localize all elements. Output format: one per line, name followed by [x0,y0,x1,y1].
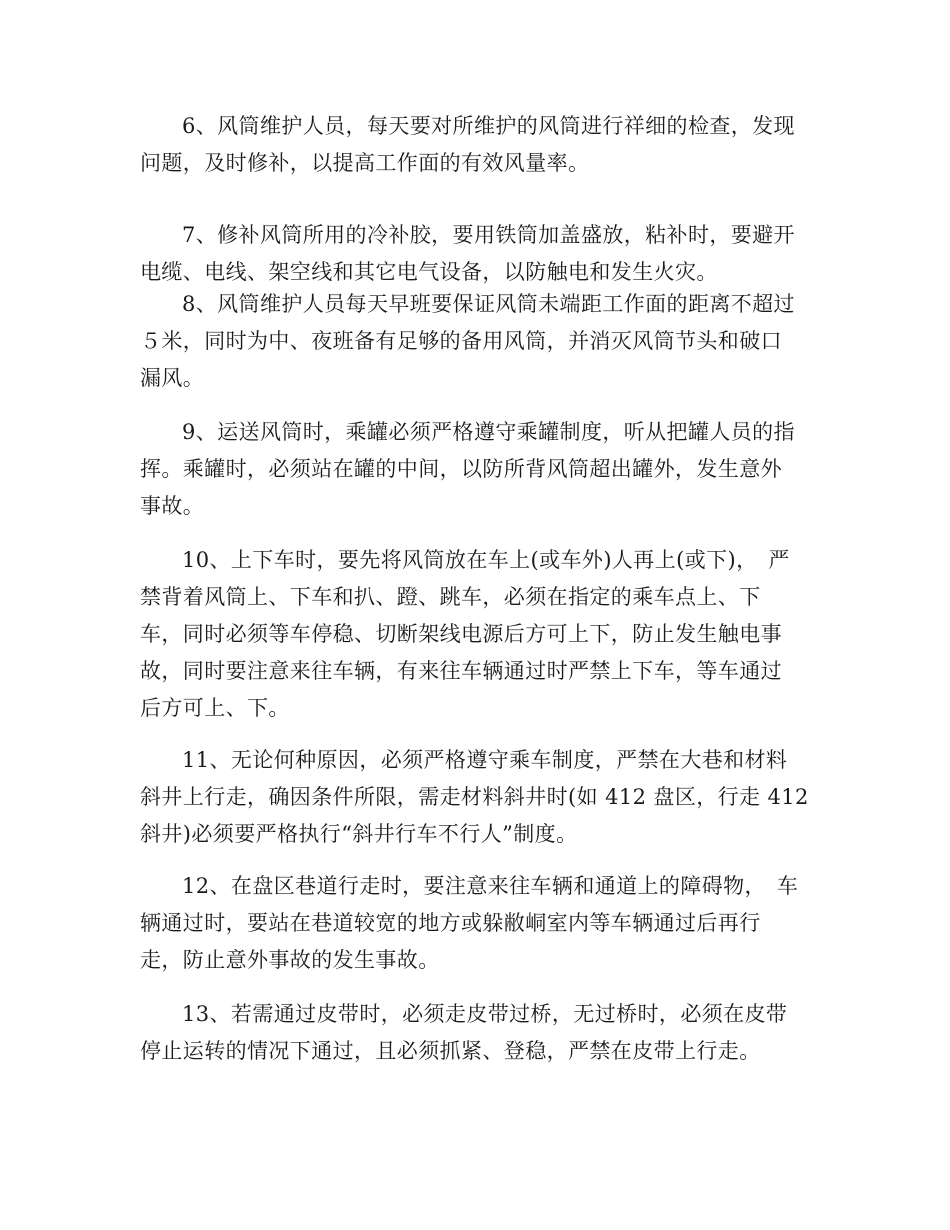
paragraph-item-9 [140,414,810,525]
text-line: 问题，及时修补，以提高工作面的有效风量率。 [140,151,590,175]
text-line: 车，同时必须等车停稳、切断架线电源后方可上下，防止发生触电事 [140,622,782,646]
text-line: 停止运转的情况下通过，且必须抓紧、登稳，严禁在皮带上行走。 [140,1039,761,1063]
text-line: 漏风。 [140,366,205,390]
paragraph-item-6 [140,108,810,182]
text-line: 挥。乘罐时，必须站在罐的中间，以防所背风筒超出罐外，发生意外 [140,457,782,481]
text-line: 13、若需通过皮带时，必须走皮带过桥，无过桥时，必须在皮带 [182,1002,788,1026]
paragraph-item-10 [140,542,810,727]
text-line: 斜井上行走，确因条件所限，需走材料斜井时(如 412 盘区，行走 412 [140,785,809,809]
paragraph-item-8 [140,286,810,397]
text-line: 斜井)必须要严格执行“斜井行车不行人”制度。 [140,822,578,846]
text-line: ５米，同时为中、夜班备有足够的备用风筒，并消灭风筒节头和破口 [140,329,782,353]
text-line: 6、风筒维护人员，每天要对所维护的风筒进行祥细的检查，发现 [182,114,795,138]
paragraph-item-13 [140,996,810,1070]
text-line: 9、运送风筒时，乘罐必须严格遵守乘罐制度，听从把罐人员的指 [182,420,795,444]
text-line: 11、无论何种原因，必须严格遵守乘车制度，严禁在大巷和材料 [182,748,788,772]
paragraph-item-12 [140,868,810,979]
text-line: 12、在盘区巷道行走时，要注意来往车辆和通道上的障碍物， 车 [182,874,799,898]
paragraph-item-11 [140,742,810,853]
text-line: 后方可上、下。 [140,696,290,720]
text-line: 7、修补风筒所用的冷补胶，要用铁筒加盖盛放，粘补时，要避开 [182,223,795,247]
text-line: 禁背着风筒上、下车和扒、蹬、跳车，必须在指定的乘车点上、下 [140,585,761,609]
text-line: 辆通过时，要站在巷道较宽的地方或躲敝峒室内等车辆通过后再行 [140,911,761,935]
text-line: 事故。 [140,494,205,518]
text-line: 10、上下车时，要先将风筒放在车上(或车外)人再上(或下)， 严 [182,548,790,572]
text-line: 电缆、电线、架空线和其它电气设备，以防触电和发生火灾。 [140,260,718,284]
text-line: 故，同时要注意来往车辆，有来往车辆通过时严禁上下车，等车通过 [140,659,782,683]
text-line: 走，防止意外事故的发生事故。 [140,948,440,972]
paragraph-item-7 [140,217,810,291]
text-line: 8、风筒维护人员每天早班要保证风筒未端距工作面的距离不超过 [182,292,795,316]
